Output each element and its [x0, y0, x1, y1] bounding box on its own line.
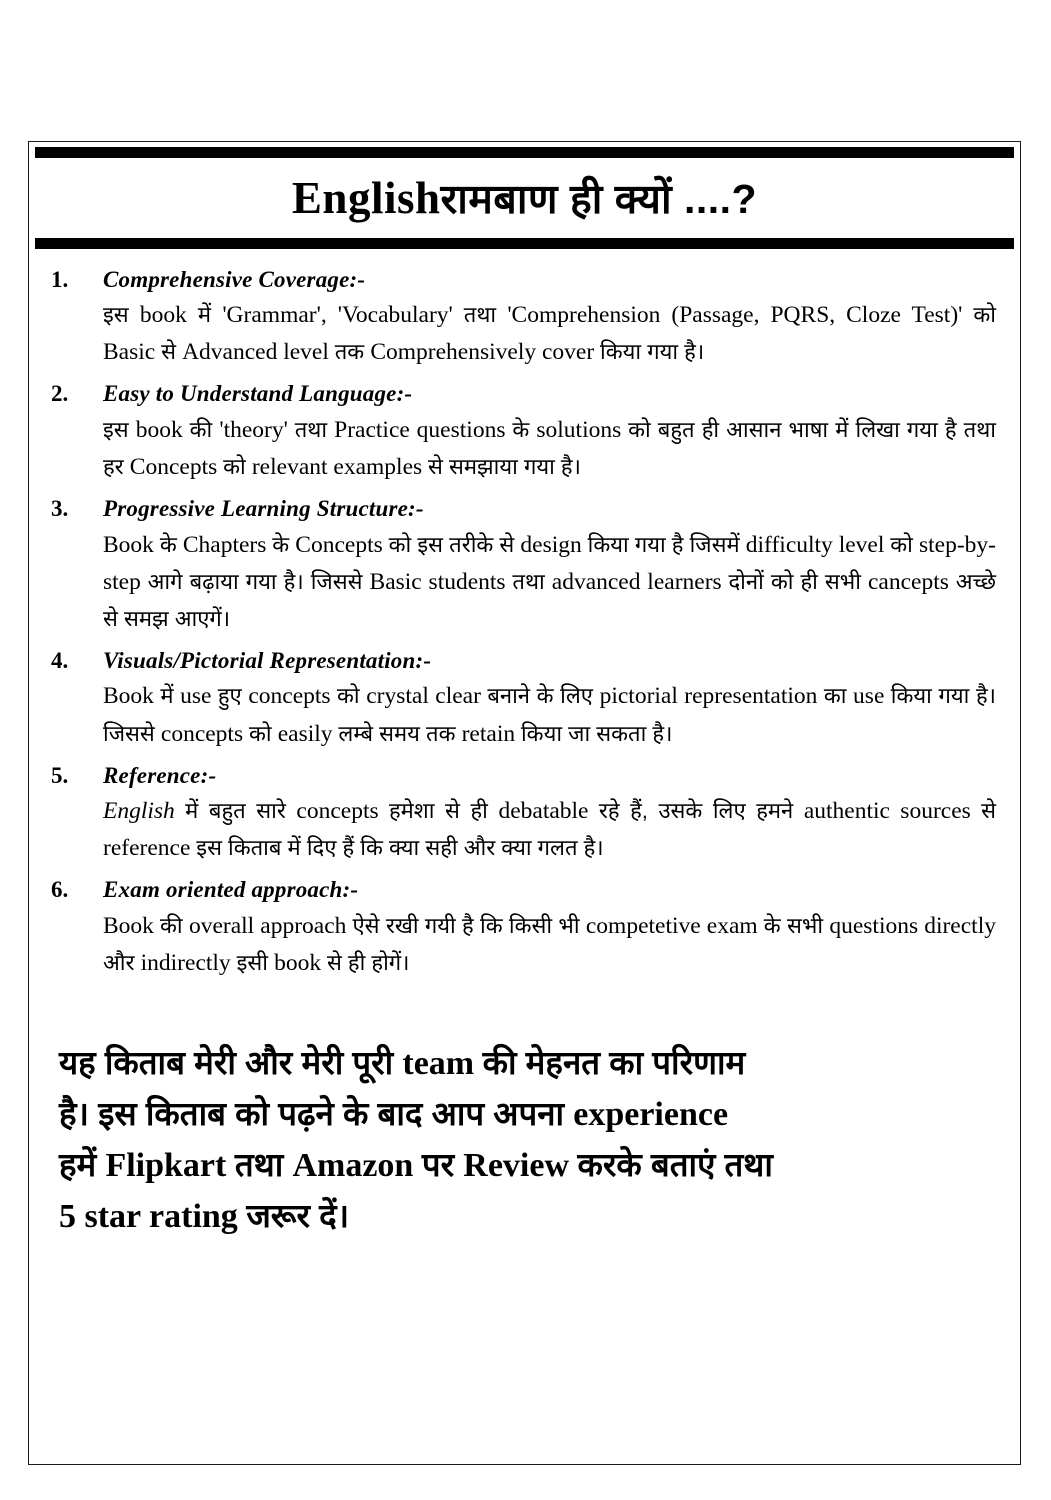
- text-segment-english: indirectly: [140, 950, 237, 976]
- text-segment-hindi: लम्बे समय तक: [338, 720, 462, 746]
- text-segment-hindi: के: [272, 531, 296, 557]
- text-segment-hindi: का: [823, 683, 854, 709]
- list-item-title: Progressive Learning Structure:-: [103, 496, 424, 521]
- list-item-heading: [51, 377, 998, 412]
- text-segment-english: concepts: [248, 683, 337, 710]
- closing-line: [59, 1089, 998, 1140]
- list-item-body: [103, 527, 998, 638]
- text-segment-hindi: को: [890, 531, 919, 557]
- text-segment-english: 5 star rating: [59, 1198, 247, 1236]
- text-segment-english: competetive exam: [585, 912, 764, 939]
- text-segment-english: difficulty level: [745, 531, 891, 558]
- text-segment-hindi: यह किताब मेरी और मेरी पूरी: [59, 1044, 403, 1082]
- text-segment-hindi: तथा: [512, 568, 552, 594]
- text-segment-hindi: से समझाया गया है।: [428, 453, 581, 479]
- text-segment-hindi: के सभी: [763, 912, 830, 938]
- text-segment-english: Book: [103, 531, 160, 558]
- text-segment-hindi: के: [512, 416, 537, 442]
- text-segment-hindi: रहे हैं, उसके लिए हमने: [598, 798, 804, 824]
- list-item-body: [103, 678, 998, 752]
- text-segment-english: Comprehensively cover: [370, 339, 601, 366]
- text-segment-hindi: इस किताब में दिए हैं कि क्या सही और क्या गलत है।: [196, 835, 604, 861]
- text-segment-hindi: तथा: [234, 1146, 293, 1184]
- list-item-title: Visuals/Pictorial Representation:-: [103, 647, 432, 673]
- closing-line: [59, 1038, 998, 1089]
- text-segment-hindi: किया गया है। जिससे: [103, 683, 996, 746]
- text-segment-english: concepts: [160, 720, 249, 747]
- list-item-title: Comprehensive Coverage:-: [103, 266, 366, 292]
- text-segment-english: use: [180, 683, 218, 710]
- list-item-number: 5.: [51, 762, 69, 788]
- text-segment-hindi: हुए: [217, 683, 249, 709]
- text-segment-english: design: [520, 531, 588, 558]
- text-segment-english: advanced learners: [551, 568, 729, 595]
- list-item-number: 6.: [51, 877, 69, 903]
- title-text: [292, 174, 757, 224]
- text-segment-english: book: [139, 302, 198, 328]
- text-segment-english: use: [853, 683, 891, 710]
- text-segment-english: Review: [463, 1147, 578, 1185]
- text-segment-english: crystal clear: [366, 683, 488, 710]
- closing-paragraph: [59, 1038, 998, 1242]
- text-segment-hindi: तथा: [294, 416, 335, 442]
- text-segment-hindi: इसी: [236, 950, 275, 975]
- text-segment-english: cancepts: [867, 568, 956, 595]
- list-item-number: 4.: [51, 647, 69, 673]
- title-rule-top: [35, 147, 1014, 158]
- text-segment-hindi: ऐसे रखी गयी है कि किसी भी: [352, 912, 586, 938]
- text-segment-hindi: तथा: [463, 302, 508, 327]
- text-segment-hindi: में: [197, 302, 223, 327]
- text-segment-hindi: में: [160, 683, 181, 709]
- list-item-body: [103, 297, 998, 371]
- text-segment-hindi: से ही होगें।: [326, 950, 410, 975]
- text-segment-english: authentic sources: [803, 798, 982, 825]
- text-segment-hindi: की: [189, 416, 220, 442]
- text-segment-hindi: इस: [103, 302, 140, 327]
- text-segment-hindi: में बहुत सारे: [185, 798, 297, 824]
- text-segment-hindi: से: [981, 798, 997, 824]
- text-segment-english: Concepts: [295, 531, 389, 558]
- text-segment-english: overall approach: [188, 912, 353, 939]
- text-segment-english: Basic: [103, 339, 162, 366]
- text-segment-english: solutions: [536, 416, 629, 443]
- list-item-title: Easy to Understand Language:-: [103, 381, 413, 407]
- text-segment-english: experience: [573, 1096, 729, 1134]
- closing-line: [59, 1140, 998, 1191]
- text-segment-english: questions directly: [829, 912, 996, 939]
- text-segment-hindi: से: [161, 339, 183, 365]
- text-segment-hindi: पर: [421, 1146, 464, 1184]
- text-segment-hindi: को: [223, 453, 252, 479]
- text-segment-english: pictorial representation: [599, 683, 824, 710]
- text-segment-english: team: [402, 1045, 483, 1083]
- text-segment-english: Advanced level: [182, 339, 335, 366]
- text-segment-english: Chapters: [182, 531, 273, 558]
- list-item: [51, 492, 998, 638]
- text-segment-hindi: जरूर दें।: [246, 1197, 350, 1235]
- text-segment-english: Concepts: [129, 453, 224, 480]
- text-segment-english: English: [103, 798, 186, 825]
- text-segment-hindi: है। इस किताब को पढ़ने के बाद आप अपना: [59, 1095, 574, 1133]
- list-item-title: Reference:-: [103, 762, 217, 788]
- list-item: [51, 873, 998, 982]
- list-item-title: Exam oriented approach:-: [103, 877, 359, 903]
- text-segment-hindi: किया गया है जिसमें: [587, 531, 746, 557]
- text-segment-hindi: को इस तरीके से: [388, 531, 521, 557]
- text-segment-hindi: और: [103, 950, 141, 975]
- text-segment-english: Amazon: [292, 1147, 422, 1185]
- text-segment-hindi: हमेशा से ही: [388, 798, 499, 824]
- text-segment-hindi: तक: [334, 339, 371, 365]
- text-segment-hindi: को: [248, 720, 278, 746]
- text-segment-hindi: के: [159, 531, 183, 557]
- text-segment-hindi: किया जा सकता है।: [520, 720, 673, 746]
- text-segment-hindi: को: [973, 302, 997, 327]
- list-item: [51, 263, 998, 372]
- text-segment-english: 'Comprehension (Passage, PQRS, Cloze Test)': [507, 302, 974, 328]
- feature-list: [29, 249, 1020, 983]
- list-item-heading: [51, 759, 998, 794]
- text-segment-english: 'theory': [219, 416, 295, 443]
- text-segment-hindi: करके बताएं तथा: [577, 1146, 773, 1184]
- text-segment-english: Practice questions: [334, 416, 513, 443]
- list-item-body: [103, 908, 998, 982]
- text-segment-hindi: किया गया है।: [600, 339, 705, 365]
- list-item-heading: [51, 873, 998, 908]
- list-item-body: [103, 412, 998, 486]
- text-segment-english: 'Grammar', 'Vocabulary': [222, 302, 464, 328]
- text-segment-hindi: बनाने के लिए: [487, 683, 600, 709]
- text-segment-hindi: को: [336, 683, 367, 709]
- list-item-number: 3.: [51, 496, 69, 521]
- title-hindi: रामबाण ही क्यों ....?: [440, 176, 758, 222]
- text-segment-english: relevant examples: [251, 453, 429, 480]
- list-item-number: 2.: [51, 381, 69, 407]
- page-title: [29, 158, 1020, 238]
- list-item-heading: [51, 263, 998, 298]
- title-rule-bottom: [35, 238, 1014, 249]
- list-item: [51, 759, 998, 868]
- text-segment-english: easily: [277, 720, 339, 747]
- list-item: [51, 644, 998, 753]
- text-segment-hindi: इस: [103, 416, 136, 442]
- text-segment-hindi: दोनों को ही सभी: [728, 568, 868, 594]
- text-segment-hindi: अच्छे से समझ आएगें।: [103, 568, 997, 631]
- text-segment-english: reference: [103, 835, 197, 862]
- text-segment-hindi: की: [160, 912, 189, 938]
- list-item-number: 1.: [51, 266, 69, 292]
- title-english: English: [291, 173, 441, 223]
- text-segment-english: Book: [103, 683, 161, 710]
- title-block: [29, 147, 1020, 249]
- document-page: [28, 141, 1021, 1465]
- text-segment-hindi: को बहुत ही आसान भाषा में लिखा गया है तथा हर: [103, 416, 996, 479]
- list-item-body: [103, 793, 998, 867]
- text-segment-english: Flipkart: [105, 1147, 235, 1185]
- text-segment-english: book: [135, 416, 190, 443]
- text-segment-hindi: हमें: [59, 1146, 106, 1184]
- text-segment-hindi: की मेहनत का परिणाम: [482, 1044, 746, 1082]
- closing-line: [59, 1191, 998, 1242]
- text-segment-english: step-by-step: [103, 531, 996, 595]
- list-item: [51, 377, 998, 486]
- text-segment-english: Basic students: [369, 568, 513, 595]
- list-item-heading: [51, 644, 998, 679]
- list-item-heading: [51, 492, 998, 527]
- text-segment-english: retain: [461, 720, 521, 747]
- text-segment-hindi: आगे बढ़ाया गया है। जिससे: [147, 568, 370, 594]
- text-segment-english: debatable: [498, 798, 599, 825]
- text-segment-english: Book: [103, 912, 161, 939]
- text-segment-english: book: [274, 950, 327, 976]
- text-segment-english: concepts: [296, 798, 389, 825]
